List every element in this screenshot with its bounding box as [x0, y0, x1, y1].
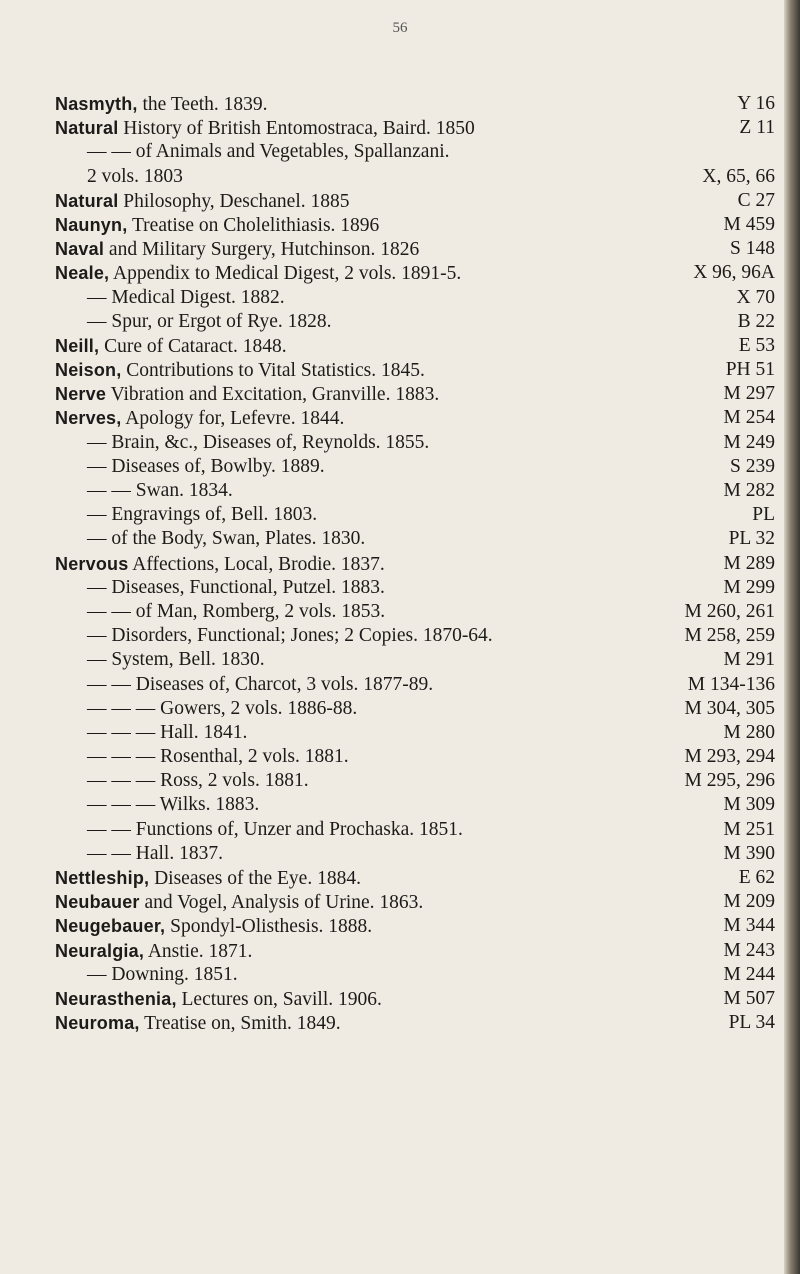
entry-heading: Neuroma,	[55, 1013, 140, 1034]
entry-text	[55, 358, 425, 383]
shelf-reference: PL 32	[728, 528, 775, 550]
shelf-reference: M 344	[723, 915, 775, 937]
index-entry	[55, 1011, 775, 1035]
shelf-reference: PH 51	[725, 359, 775, 381]
entry-text	[55, 116, 475, 141]
entry-text	[87, 769, 309, 793]
entry-heading: Natural	[55, 118, 119, 139]
shelf-reference: M 309	[723, 794, 775, 816]
entry-title: Affections, Local, Brodie. 1837.	[128, 553, 385, 575]
shelf-reference: M 134-136	[687, 673, 775, 695]
entry-text	[87, 431, 429, 455]
entry-text	[87, 527, 365, 551]
index-entry	[55, 793, 775, 817]
shelf-reference: E 62	[738, 867, 775, 888]
shelf-reference: PL 34	[728, 1012, 775, 1034]
index-entries	[55, 92, 775, 1035]
entry-title: — — Hall. 1837.	[87, 842, 223, 864]
entry-title: Vibration and Excitation, Granville. 1883.	[106, 384, 440, 406]
entry-title: — — — Ross, 2 vols. 1881.	[87, 770, 309, 792]
index-entry	[55, 721, 775, 745]
shelf-reference: M 243	[723, 939, 775, 961]
entry-text	[55, 987, 382, 1012]
entry-text	[87, 648, 265, 672]
entry-title: Cure of Cataract. 1848.	[99, 335, 287, 357]
index-entry	[55, 286, 775, 310]
entry-text	[55, 552, 385, 577]
entry-title: — Downing. 1851.	[87, 963, 238, 985]
shelf-reference: M 297	[723, 383, 775, 405]
index-entry	[55, 406, 775, 430]
shelf-reference: E 53	[738, 334, 775, 356]
entry-title: Lectures on, Savill. 1906.	[176, 988, 382, 1010]
shelf-reference: M 291	[723, 649, 775, 671]
entry-heading: Natural	[55, 190, 119, 211]
index-entry	[55, 237, 775, 261]
entry-text	[55, 890, 423, 915]
entry-text	[87, 793, 259, 817]
page-number: 56	[392, 20, 408, 36]
shelf-reference: PL	[752, 504, 775, 526]
entry-title: — Engravings of, Bell. 1803.	[87, 504, 318, 526]
entry-text	[87, 818, 463, 842]
entry-text	[55, 939, 252, 964]
shelf-reference: M 258, 259	[684, 625, 775, 647]
index-entry	[55, 987, 775, 1011]
entry-title: — — of Man, Romberg, 2 vols. 1853.	[87, 600, 386, 622]
entry-text	[87, 165, 183, 189]
index-entry	[55, 334, 775, 358]
entry-title: — Medical Digest. 1882.	[87, 286, 285, 308]
index-entry	[55, 866, 775, 890]
shelf-reference: M 244	[723, 963, 775, 985]
entry-text	[87, 842, 223, 866]
entry-text	[87, 455, 325, 479]
shelf-reference: M 249	[723, 431, 775, 453]
shelf-reference: M 293, 294	[684, 746, 775, 768]
page-edge-shadow	[784, 0, 800, 1274]
entry-heading: Neurasthenia,	[55, 988, 177, 1009]
entry-text	[87, 286, 285, 310]
shelf-reference: X 70	[736, 286, 775, 308]
entry-title: — Diseases of, Bowlby. 1889.	[87, 455, 325, 477]
index-entry	[55, 503, 775, 527]
entry-text	[55, 261, 461, 286]
entry-text	[55, 334, 287, 359]
entry-title: — — — Rosenthal, 2 vols. 1881.	[87, 746, 349, 768]
entry-text	[87, 721, 247, 745]
shelf-reference: X, 65, 66	[702, 165, 775, 187]
shelf-reference: M 390	[723, 842, 775, 864]
index-entry	[55, 116, 775, 140]
entry-text	[87, 624, 493, 648]
index-entry	[55, 358, 775, 382]
entry-text	[87, 310, 332, 334]
entry-title: Contributions to Vital Statistics. 1845.	[121, 360, 425, 382]
index-entry	[55, 310, 775, 334]
index-entry	[55, 189, 775, 213]
entry-title: Spondyl-Olisthesis. 1888.	[165, 916, 373, 938]
index-entry	[55, 552, 775, 576]
entry-text	[87, 140, 449, 164]
entry-text	[87, 576, 385, 600]
index-entry	[55, 455, 775, 479]
shelf-reference: M 289	[723, 552, 775, 574]
index-entry	[55, 963, 775, 987]
entry-title: Philosophy, Deschanel. 1885	[118, 190, 350, 212]
entry-heading: Nerves,	[55, 408, 122, 429]
entry-text	[55, 406, 344, 431]
entry-title: — Diseases, Functional, Putzel. 1883.	[87, 576, 385, 598]
index-entry	[55, 673, 775, 697]
entry-title: the Teeth. 1839.	[137, 94, 268, 115]
entry-text	[87, 697, 357, 721]
shelf-reference: C 27	[737, 189, 775, 211]
entry-text	[87, 503, 317, 527]
entry-title: — of the Body, Swan, Plates. 1830.	[87, 528, 366, 550]
entry-text	[55, 866, 361, 891]
entry-text	[55, 189, 350, 214]
index-entry	[55, 140, 775, 164]
index-entry	[55, 527, 775, 551]
entry-title: Anstie. 1871.	[144, 940, 253, 962]
shelf-reference: X 96, 96A	[693, 262, 775, 284]
entry-title: Diseases of the Eye. 1884.	[149, 868, 361, 889]
entry-text	[55, 213, 379, 238]
entry-title: — Brain, &c., Diseases of, Reynolds. 1855.	[87, 431, 430, 453]
index-entry	[55, 576, 775, 600]
index-entry	[55, 165, 775, 189]
shelf-reference: Y 16	[737, 93, 775, 114]
entry-title: — — Swan. 1834.	[87, 480, 233, 501]
entry-text	[87, 745, 349, 769]
entry-title: — — of Animals and Vegetables, Spallanzani.	[87, 141, 450, 163]
index-entry	[55, 382, 775, 406]
entry-title: Appendix to Medical Digest, 2 vols. 1891-5.	[109, 263, 462, 285]
entry-text	[55, 237, 419, 262]
shelf-reference: Z 11	[739, 117, 775, 139]
entry-heading: Nasmyth,	[55, 94, 138, 114]
entry-title: — Spur, or Ergot of Rye. 1828.	[87, 310, 332, 332]
index-entry	[55, 261, 775, 285]
entry-text	[55, 1011, 341, 1036]
entry-title: — Disorders, Functional; Jones; 2 Copies. 1870-64.	[87, 625, 493, 647]
entry-heading: Neuralgia,	[55, 940, 145, 961]
index-entry	[55, 745, 775, 769]
shelf-reference: M 251	[723, 818, 775, 840]
entry-heading: Neill,	[55, 335, 100, 356]
shelf-reference: B 22	[737, 310, 775, 332]
index-entry	[55, 818, 775, 842]
shelf-reference: S 148	[730, 238, 775, 260]
entry-heading: Neison,	[55, 360, 122, 381]
entry-heading: Neale,	[55, 263, 110, 284]
index-entry	[55, 914, 775, 938]
index-entry	[55, 769, 775, 793]
entry-heading: Naval	[55, 239, 105, 260]
shelf-reference: M 304, 305	[684, 697, 775, 719]
index-entry	[55, 890, 775, 914]
entry-title: — — Diseases of, Charcot, 3 vols. 1877-89.	[87, 673, 434, 695]
entry-title: and Military Surgery, Hutchinson. 1826	[104, 239, 420, 261]
shelf-reference: M 295, 296	[684, 770, 775, 792]
index-entry	[55, 92, 775, 116]
index-entry	[55, 842, 775, 866]
entry-heading: Naunyn,	[55, 214, 128, 235]
entry-text	[87, 673, 433, 697]
entry-heading: Nervous	[55, 553, 129, 574]
entry-heading: Nettleship,	[55, 868, 150, 888]
shelf-reference: M 299	[723, 576, 775, 598]
entry-title: — — — Hall. 1841.	[87, 721, 248, 743]
entry-title: Treatise on, Smith. 1849.	[139, 1013, 341, 1035]
index-entry	[55, 479, 775, 503]
shelf-reference: S 239	[730, 455, 775, 477]
entry-title: — — — Wilks. 1883.	[87, 794, 260, 816]
shelf-reference: M 280	[723, 721, 775, 743]
index-entry	[55, 431, 775, 455]
index-entry	[55, 648, 775, 672]
entry-title: and Vogel, Analysis of Urine. 1863.	[139, 892, 424, 914]
entry-heading: Neugebauer,	[55, 916, 166, 937]
entry-text	[87, 600, 385, 624]
shelf-reference: M 209	[723, 891, 775, 913]
shelf-reference: M 459	[723, 213, 775, 235]
entry-text	[55, 914, 372, 939]
entry-text	[87, 479, 233, 503]
entry-title: — — — Gowers, 2 vols. 1886-88.	[87, 697, 358, 719]
entry-title: 2 vols. 1803	[87, 165, 183, 187]
entry-text	[55, 92, 268, 117]
entry-title: — — Functions of, Unzer and Prochaska. 1851.	[87, 818, 463, 840]
index-entry	[55, 939, 775, 963]
entry-heading: Nerve	[55, 384, 107, 405]
index-entry	[55, 624, 775, 648]
entry-heading: Neubauer	[55, 892, 140, 913]
entry-text	[87, 963, 238, 987]
shelf-reference: M 507	[723, 987, 775, 1009]
shelf-reference: M 260, 261	[684, 600, 775, 622]
entry-title: Apology for, Lefevre. 1844.	[121, 408, 345, 430]
entry-title: History of British Entomostraca, Baird. 1850	[118, 118, 475, 140]
entry-title: Treatise on Cholelithiasis. 1896	[127, 214, 380, 236]
index-entry	[55, 600, 775, 624]
entry-title: — System, Bell. 1830.	[87, 649, 265, 671]
shelf-reference: M 282	[723, 480, 775, 501]
entry-text	[55, 382, 439, 407]
index-entry	[55, 697, 775, 721]
shelf-reference: M 254	[723, 407, 775, 429]
index-entry	[55, 213, 775, 237]
